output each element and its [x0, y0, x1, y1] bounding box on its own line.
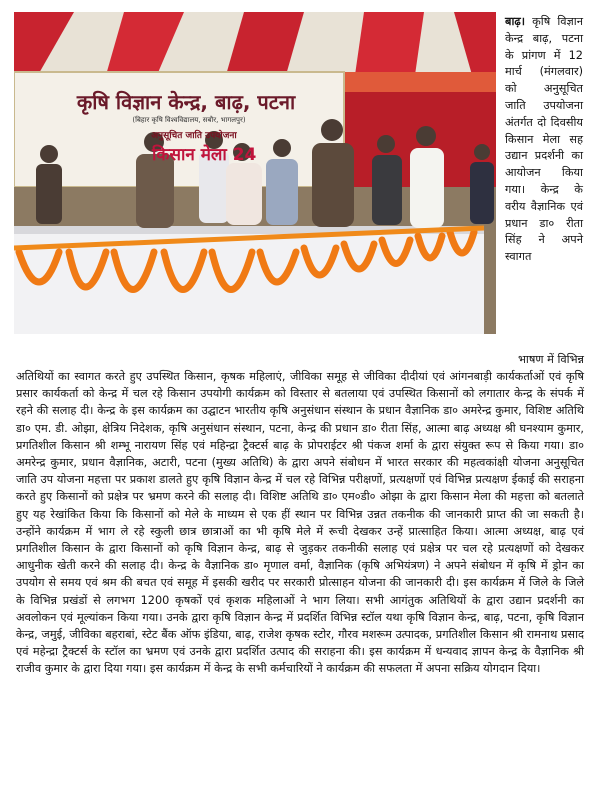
event-photo	[14, 12, 496, 334]
dateline: बाढ़।	[505, 15, 526, 28]
article-body: अतिथियों का स्वागत करते हुए उपस्थित किसान, कृषक महिलाएं, जीविका समूह से जीविका दीदीयां एवं आंगनबाड़ी कार्यकर्ताओं एवं कृषि प्रसार कार्यकर्ता को केन्द्र में चल रहे किसान उपयोगी कार्यक्रम को विस्तार से बतलाया एवं उपस्थित किसानों को लगातार केन्द्र के संपर्क में रहने की सलाह दी। केन्द्र के इस कार्यक्रम का उद्घाटन भारतीय कृषि अनुसंधान संस्थान के प्रधान वैज्ञानिक डा० अमरेन्द्र कुमार, विशिष्ट अतिथि डा० एम. डी. ओझा, क्षेत्रिय निदेशक, कृषि अनुसंधान संस्थान, पटना, केन्द्र की प्रधान डा० रीता सिंह, आत्मा बाढ़ अध्यक्ष श्री घनश्याम कुमार, प्रगतिशील किसान श्री शम्भू नारायण सिंह एवं महिन्द्रा ट्रैक्टर्स बाढ़ के प्रोपराईटर श्री पंकज शर्मा के द्वारा संयुक्त रूप से किया गया। डा० अमरेन्द्र कुमार, प्रधान वैज्ञानिक, अटारी, पटना (मुख्य अतिथि) के द्वारा अपने संबोधन में भारत सरकार की महत्वकांक्षी योजना अनुसूचित जाति उप योजना महत्ता पर प्रकाश डालते हुए कृषि विज्ञान केन्द्र में चल रहे विभिन्न परीक्षणों, प्रत्यक्षणों एवं विभिन्न प्रत्यक्षण ईकाई की सराहना करते हुए किसानों को प्रक्षेत्र पर भ्रमण करने की सलाह दी। विशिष्ट अतिथि डा० एम०डी० ओझा के द्वारा किसान मेला की महत्ता को बतलाते हुए यह रेखांकित किया कि किसानों को मेले के माध्यम से एक हीं स्थान पर विभिन्न उन्नत तकनीक की जानकारी प्राप्त की जा सकती है। उन्होंने कार्यक्रम में भाग ले रहे स्कुली छात्र छात्राओं का भी कृषि मेले में रूची देखकर उन्हें प्रात्साहित किया। आत्मा अध्यक्ष, बाढ़ एवं प्रगतिशील किसान के द्वारा किसानों को कृषि विज्ञान केन्द्र, बाढ़ से जुड़कर तकनीकी सलाह एवं प्रक्षेत्र पर चल रहे प्रत्यक्षणों को देखकर आधुनीक खेती करने की सलाह दी। केन्द्र के वैज्ञानिक डा० मृणाल वर्मा, वैज्ञानिक (कृषि अभियंत्रण) ने अपने संबोधन में कृषि में ड्रोन का उपयोग से समय एवं श्रम की बचत एवं समूह में इसकी खरीद पर सरकारी प्रोत्साहन योजना की जानकारी दी। इस कार्यक्रम में जिले के जिले के विभिन्न प्रखंडों से लगभग 1200 कृषकों एवं कृशक महिलाओं ने भाग लिया। सभी आगंतुक अतिथियों के द्वारा उद्यान प्रदर्शनी का अवलोकन एवं मूल्यांकन किया गया। उनके द्वारा कृषि विज्ञान केन्द्र में प्रदर्शित विभिन्न स्टॉल यथा कृषि विज्ञान केन्द्र, बाढ़, पटना, कृषि विज्ञान केन्द्र, जमुई, जीविका बहराबां, स्टेट बैंक ऑफ इंडिया, बाढ़, राजेश कृषक स्टोर, गौरव मशरूम उत्पादक, प्रगतिशील किसान श्री रामनाथ प्रसाद एवं महेन्द्रा ट्रैक्टर्स के स्टॉल का भ्रमण एवं उनके द्वारा प्रदर्शित उत्पाद की सराहना की। इस कार्यक्रम में धन्यवाद ज्ञापन केन्द्र के वैज्ञानिक श्री राजीव कुमार के द्वारा दिया गया। इस कार्यक्रम में केन्द्र के सभी कर्मचारियों ने कार्यक्रम की सफलता में अपना सक्रिय योगदान दिया।	[16, 370, 584, 676]
banner-subtitle: (बिहार कृषि विश्वविद्यालय, सबौर, भागलपुर)	[132, 116, 246, 124]
intro-line: भाषण में विभिन्न	[517, 353, 584, 366]
banner-mela: किसान मेला 24	[152, 145, 257, 165]
side-column-text	[505, 14, 583, 266]
side-column-body: कृषि विज्ञान केन्द्र बाढ़, पटना के प्रांगण में 12 मार्च (मंगलवार) को अनुसूचित जाति उपयोजना अंतर्गत दो दिवसीय किसान मेला सह उद्यान प्रदर्शनी का आयोजन किया गया। केन्द्र के वरीय वैज्ञानिक एवं प्रधान डा० रीता सिंह ने अपने स्वागत	[505, 15, 583, 264]
banner-title: कृषि विज्ञान केन्द्र, बाढ़, पटना	[76, 90, 296, 114]
banner-program: अनुसूचित जाति उपयोजना	[151, 131, 237, 141]
event-photo-illustration	[14, 12, 496, 334]
